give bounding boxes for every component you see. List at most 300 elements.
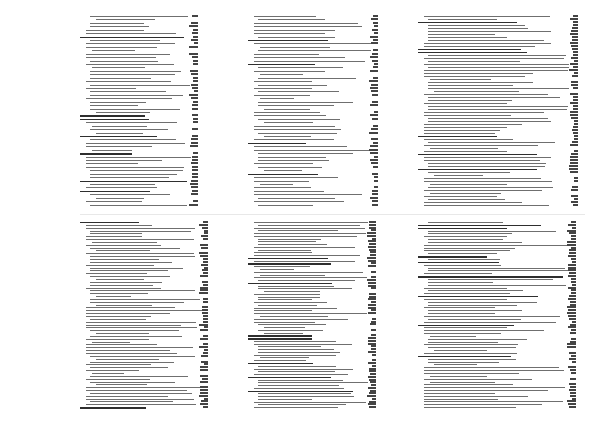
toc-entry[interactable] (418, 202, 593, 204)
toc-entry[interactable] (248, 146, 388, 148)
toc-entry[interactable] (418, 370, 593, 372)
toc-entry[interactable] (248, 61, 388, 63)
toc-entry[interactable] (248, 346, 388, 348)
toc-entry[interactable] (418, 115, 593, 117)
toc-entry[interactable] (248, 402, 388, 404)
toc-entry[interactable] (80, 276, 220, 278)
toc-entry[interactable] (80, 91, 205, 93)
toc-heading[interactable] (418, 136, 593, 138)
toc-entry[interactable] (80, 57, 205, 59)
toc-entry[interactable] (418, 34, 593, 36)
toc-entry[interactable] (80, 40, 205, 42)
toc-entry[interactable] (418, 16, 593, 18)
toc-entry[interactable] (80, 285, 220, 287)
toc-entry[interactable] (80, 43, 205, 45)
toc-entry[interactable] (418, 46, 593, 48)
toc-entry[interactable] (80, 109, 205, 111)
toc-entry[interactable] (80, 245, 220, 247)
toc-entry[interactable] (248, 91, 388, 93)
toc-entry[interactable] (80, 23, 205, 25)
toc-entry[interactable] (80, 404, 220, 406)
toc-entry[interactable] (248, 407, 388, 409)
toc-entry[interactable] (80, 356, 220, 358)
toc-entry[interactable] (80, 270, 220, 272)
toc-entry[interactable] (418, 109, 593, 111)
toc-entry[interactable] (248, 50, 388, 52)
toc-entry[interactable] (248, 26, 388, 28)
toc-heading[interactable] (248, 263, 388, 265)
toc-entry[interactable] (418, 407, 593, 409)
toc-entry[interactable] (248, 324, 388, 326)
toc-entry[interactable] (80, 102, 205, 104)
toc-entry[interactable] (418, 339, 593, 341)
toc-entry[interactable] (248, 344, 388, 346)
toc-entry[interactable] (418, 231, 593, 233)
toc-heading[interactable] (80, 37, 205, 39)
toc-entry[interactable] (418, 127, 593, 129)
toc-entry[interactable] (248, 288, 388, 290)
toc-entry[interactable] (80, 293, 220, 295)
toc-entry[interactable] (80, 225, 220, 227)
toc-entry[interactable] (418, 273, 593, 275)
toc-entry[interactable] (418, 322, 593, 324)
toc-entry[interactable] (418, 178, 593, 180)
toc-heading[interactable] (80, 181, 205, 183)
toc-entry[interactable] (248, 302, 388, 304)
toc-entry[interactable] (418, 293, 593, 295)
toc-entry[interactable] (418, 97, 593, 99)
toc-entry[interactable] (80, 370, 220, 372)
toc-entry[interactable] (80, 390, 220, 392)
toc-entry[interactable] (248, 67, 388, 69)
toc-entry[interactable] (248, 194, 388, 196)
toc-entry[interactable] (248, 181, 388, 183)
toc-heading[interactable] (418, 49, 593, 51)
toc-entry[interactable] (418, 387, 593, 389)
toc-entry[interactable] (80, 364, 220, 366)
toc-entry[interactable] (248, 382, 388, 384)
toc-entry[interactable] (418, 330, 593, 332)
toc-entry[interactable] (248, 102, 388, 104)
toc-entry[interactable] (80, 367, 220, 369)
toc-entry[interactable] (80, 160, 205, 162)
toc-entry[interactable] (418, 199, 593, 201)
toc-entry[interactable] (418, 166, 593, 168)
toc-entry[interactable] (248, 388, 388, 390)
toc-entry[interactable] (248, 308, 388, 310)
toc-entry[interactable] (418, 367, 593, 369)
toc-entry[interactable] (248, 380, 388, 382)
toc-entry[interactable] (418, 233, 593, 235)
toc-entry[interactable] (80, 302, 220, 304)
toc-entry[interactable] (418, 151, 593, 153)
toc-entry[interactable] (248, 191, 388, 193)
toc-entry[interactable] (418, 160, 593, 162)
toc-entry[interactable] (248, 205, 388, 207)
toc-entry[interactable] (80, 236, 220, 238)
toc-entry[interactable] (80, 336, 220, 338)
toc-entry[interactable] (248, 33, 388, 35)
toc-entry[interactable] (418, 133, 593, 135)
toc-entry[interactable] (248, 385, 388, 387)
toc-entry[interactable] (80, 74, 205, 76)
toc-entry[interactable] (418, 88, 593, 90)
toc-entry[interactable] (418, 124, 593, 126)
toc-entry[interactable] (418, 333, 593, 335)
toc-entry[interactable] (418, 302, 593, 304)
toc-entry[interactable] (418, 401, 593, 403)
toc-entry[interactable] (418, 64, 593, 66)
toc-entry[interactable] (418, 130, 593, 132)
toc-entry[interactable] (80, 325, 220, 327)
toc-entry[interactable] (248, 341, 388, 343)
toc-entry[interactable] (418, 40, 593, 42)
toc-entry[interactable] (80, 299, 220, 301)
toc-entry[interactable] (418, 245, 593, 247)
toc-entry[interactable] (80, 382, 220, 384)
toc-entry[interactable] (248, 280, 388, 282)
toc-entry[interactable] (248, 139, 388, 141)
toc-entry[interactable] (248, 399, 388, 401)
toc-entry[interactable] (80, 265, 220, 267)
toc-entry[interactable] (418, 236, 593, 238)
toc-entry[interactable] (80, 143, 205, 145)
toc-heading[interactable] (418, 169, 593, 171)
toc-entry[interactable] (418, 270, 593, 272)
toc-entry[interactable] (418, 67, 593, 69)
toc-heading[interactable] (418, 154, 593, 156)
toc-entry[interactable] (418, 73, 593, 75)
toc-heading[interactable] (248, 377, 388, 379)
toc-entry[interactable] (80, 362, 220, 364)
toc-heading[interactable] (80, 407, 220, 409)
toc-entry[interactable] (80, 205, 205, 207)
toc-entry[interactable] (80, 339, 220, 341)
toc-entry[interactable] (80, 253, 220, 255)
toc-entry[interactable] (418, 205, 593, 207)
toc-entry[interactable] (248, 157, 388, 159)
toc-entry[interactable] (418, 142, 593, 144)
toc-entry[interactable] (418, 172, 593, 174)
toc-entry[interactable] (80, 47, 205, 49)
toc-entry[interactable] (80, 282, 220, 284)
toc-entry[interactable] (248, 222, 388, 224)
toc-heading[interactable] (80, 191, 205, 193)
toc-entry[interactable] (248, 286, 388, 288)
toc-heading[interactable] (418, 262, 593, 264)
toc-entry[interactable] (248, 133, 388, 135)
toc-entry[interactable] (80, 61, 205, 63)
toc-entry[interactable] (418, 112, 593, 114)
toc-entry[interactable] (418, 55, 593, 57)
toc-entry[interactable] (418, 384, 593, 386)
toc-entry[interactable] (80, 228, 220, 230)
toc-entry[interactable] (80, 288, 220, 290)
toc-entry[interactable] (418, 37, 593, 39)
toc-entry[interactable] (418, 187, 593, 189)
toc-heading[interactable] (418, 52, 593, 54)
toc-entry[interactable] (248, 239, 388, 241)
toc-entry[interactable] (80, 95, 205, 97)
toc-entry[interactable] (418, 76, 593, 78)
toc-entry[interactable] (418, 253, 593, 255)
toc-heading[interactable] (418, 296, 593, 298)
toc-entry[interactable] (80, 88, 205, 90)
toc-entry[interactable] (418, 307, 593, 309)
toc-entry[interactable] (248, 54, 388, 56)
toc-entry[interactable] (80, 310, 220, 312)
toc-heading[interactable] (418, 325, 593, 327)
toc-entry[interactable] (80, 307, 220, 309)
toc-entry[interactable] (80, 163, 205, 165)
toc-entry[interactable] (418, 379, 593, 381)
toc-entry[interactable] (418, 82, 593, 84)
toc-entry[interactable] (248, 71, 388, 73)
toc-entry[interactable] (248, 16, 388, 18)
toc-entry[interactable] (248, 81, 388, 83)
toc-entry[interactable] (248, 310, 388, 312)
toc-entry[interactable] (80, 273, 220, 275)
toc-entry[interactable] (418, 139, 593, 141)
toc-entry[interactable] (418, 327, 593, 329)
toc-entry[interactable] (80, 268, 220, 270)
toc-entry[interactable] (80, 174, 205, 176)
toc-entry[interactable] (80, 347, 220, 349)
toc-entry[interactable] (248, 57, 388, 59)
toc-entry[interactable] (80, 16, 205, 18)
toc-entry[interactable] (80, 201, 205, 203)
toc-entry[interactable] (248, 352, 388, 354)
toc-entry[interactable] (80, 105, 205, 107)
toc-entry[interactable] (80, 98, 205, 100)
toc-heading[interactable] (248, 391, 388, 393)
toc-entry[interactable] (418, 85, 593, 87)
toc-entry[interactable] (80, 194, 205, 196)
toc-entry[interactable] (418, 393, 593, 395)
toc-entry[interactable] (418, 145, 593, 147)
toc-entry[interactable] (248, 129, 388, 131)
toc-heading[interactable] (248, 143, 388, 145)
toc-entry[interactable] (248, 272, 388, 274)
toc-entry[interactable] (80, 170, 205, 172)
toc-heading[interactable] (80, 136, 205, 138)
toc-entry[interactable] (418, 313, 593, 315)
toc-heading[interactable] (248, 64, 388, 66)
toc-entry[interactable] (418, 118, 593, 120)
toc-entry[interactable] (248, 88, 388, 90)
toc-entry[interactable] (80, 379, 220, 381)
toc-entry[interactable] (80, 316, 220, 318)
toc-entry[interactable] (418, 103, 593, 105)
toc-entry[interactable] (80, 85, 205, 87)
toc-entry[interactable] (418, 181, 593, 183)
toc-entry[interactable] (418, 347, 593, 349)
toc-entry[interactable] (80, 256, 220, 258)
toc-entry[interactable] (80, 139, 205, 141)
toc-entry[interactable] (248, 252, 388, 254)
toc-entry[interactable] (80, 122, 205, 124)
toc-entry[interactable] (80, 157, 205, 159)
toc-entry[interactable] (418, 359, 593, 361)
toc-entry[interactable] (248, 244, 388, 246)
toc-heading[interactable] (248, 283, 388, 285)
toc-heading[interactable] (80, 119, 205, 121)
toc-entry[interactable] (248, 187, 388, 189)
toc-entry[interactable] (80, 30, 205, 32)
toc-entry[interactable] (418, 290, 593, 292)
toc-entry[interactable] (248, 294, 388, 296)
toc-entry[interactable] (418, 196, 593, 198)
toc-entry[interactable] (248, 85, 388, 87)
toc-entry[interactable] (248, 30, 388, 32)
toc-entry[interactable] (248, 115, 388, 117)
toc-entry[interactable] (80, 262, 220, 264)
toc-entry[interactable] (248, 153, 388, 155)
toc-heading[interactable] (248, 335, 388, 337)
toc-entry[interactable] (248, 369, 388, 371)
toc-entry[interactable] (80, 177, 205, 179)
toc-entry[interactable] (80, 376, 220, 378)
toc-entry[interactable] (248, 349, 388, 351)
toc-entry[interactable] (248, 37, 388, 39)
toc-entry[interactable] (248, 119, 388, 121)
toc-entry[interactable] (418, 396, 593, 398)
toc-entry[interactable] (248, 105, 388, 107)
toc-entry[interactable] (248, 297, 388, 299)
toc-entry[interactable] (248, 95, 388, 97)
toc-entry[interactable] (418, 282, 593, 284)
toc-entry[interactable] (248, 299, 388, 301)
toc-entry[interactable] (80, 64, 205, 66)
toc-entry[interactable] (418, 190, 593, 192)
toc-entry[interactable] (418, 404, 593, 406)
toc-heading[interactable] (418, 276, 593, 278)
toc-entry[interactable] (248, 313, 388, 315)
toc-entry[interactable] (248, 126, 388, 128)
toc-entry[interactable] (418, 250, 593, 252)
toc-entry[interactable] (80, 146, 205, 148)
toc-entry[interactable] (418, 58, 593, 60)
toc-entry[interactable] (248, 360, 388, 362)
toc-entry[interactable] (80, 401, 220, 403)
toc-entry[interactable] (80, 259, 220, 261)
toc-entry[interactable] (248, 19, 388, 21)
toc-entry[interactable] (418, 106, 593, 108)
toc-entry[interactable] (80, 167, 205, 169)
toc-entry[interactable] (418, 248, 593, 250)
toc-entry[interactable] (248, 366, 388, 368)
toc-entry[interactable] (248, 396, 388, 398)
toc-entry[interactable] (80, 396, 220, 398)
toc-entry[interactable] (80, 71, 205, 73)
toc-entry[interactable] (248, 322, 388, 324)
toc-entry[interactable] (80, 26, 205, 28)
toc-entry[interactable] (80, 350, 220, 352)
toc-entry[interactable] (248, 241, 388, 243)
toc-entry[interactable] (418, 299, 593, 301)
toc-entry[interactable] (418, 279, 593, 281)
toc-heading[interactable] (418, 225, 593, 227)
toc-entry[interactable] (248, 43, 388, 45)
toc-heading[interactable] (418, 256, 593, 258)
toc-entry[interactable] (248, 266, 388, 268)
toc-entry[interactable] (248, 78, 388, 80)
toc-entry[interactable] (418, 316, 593, 318)
toc-entry[interactable] (418, 121, 593, 123)
toc-entry[interactable] (248, 160, 388, 162)
toc-entry[interactable] (248, 228, 388, 230)
toc-entry[interactable] (418, 163, 593, 165)
toc-entry[interactable] (80, 54, 205, 56)
toc-entry[interactable] (418, 222, 593, 224)
toc-entry[interactable] (80, 353, 220, 355)
toc-entry[interactable] (248, 23, 388, 25)
toc-entry[interactable] (80, 78, 205, 80)
toc-entry[interactable] (248, 112, 388, 114)
toc-entry[interactable] (80, 184, 205, 186)
toc-entry[interactable] (80, 387, 220, 389)
toc-entry[interactable] (248, 150, 388, 152)
toc-entry[interactable] (418, 19, 593, 21)
toc-entry[interactable] (80, 81, 205, 83)
toc-entry[interactable] (80, 399, 220, 401)
toc-entry[interactable] (80, 231, 220, 233)
toc-entry[interactable] (80, 313, 220, 315)
toc-entry[interactable] (248, 355, 388, 357)
toc-entry[interactable] (248, 177, 388, 179)
toc-entry[interactable] (80, 327, 220, 329)
toc-entry[interactable] (248, 201, 388, 203)
toc-entry[interactable] (248, 371, 388, 373)
toc-entry[interactable] (80, 129, 205, 131)
toc-entry[interactable] (248, 250, 388, 252)
toc-entry[interactable] (80, 187, 205, 189)
toc-entry[interactable] (80, 248, 220, 250)
toc-entry[interactable] (418, 285, 593, 287)
toc-entry[interactable] (418, 373, 593, 375)
toc-entry[interactable] (248, 247, 388, 249)
toc-heading[interactable] (80, 153, 205, 155)
toc-heading[interactable] (418, 22, 593, 24)
toc-heading[interactable] (248, 363, 388, 365)
toc-entry[interactable] (418, 43, 593, 45)
toc-entry[interactable] (418, 259, 593, 261)
toc-entry[interactable] (418, 288, 593, 290)
toc-entry[interactable] (248, 167, 388, 169)
toc-entry[interactable] (418, 268, 593, 270)
toc-entry[interactable] (80, 330, 220, 332)
toc-heading[interactable] (248, 40, 388, 42)
toc-entry[interactable] (248, 374, 388, 376)
toc-entry[interactable] (248, 261, 388, 263)
toc-entry[interactable] (248, 225, 388, 227)
toc-entry[interactable] (418, 28, 593, 30)
toc-heading[interactable] (248, 258, 388, 260)
toc-entry[interactable] (418, 390, 593, 392)
toc-entry[interactable] (418, 265, 593, 267)
toc-entry[interactable] (418, 319, 593, 321)
toc-entry[interactable] (418, 61, 593, 63)
toc-entry[interactable] (248, 305, 388, 307)
toc-entry[interactable] (418, 362, 593, 364)
toc-entry[interactable] (418, 157, 593, 159)
toc-entry[interactable] (248, 404, 388, 406)
toc-entry[interactable] (418, 94, 593, 96)
toc-entry[interactable] (80, 233, 220, 235)
toc-entry[interactable] (248, 236, 388, 238)
toc-entry[interactable] (418, 353, 593, 355)
toc-entry[interactable] (248, 198, 388, 200)
